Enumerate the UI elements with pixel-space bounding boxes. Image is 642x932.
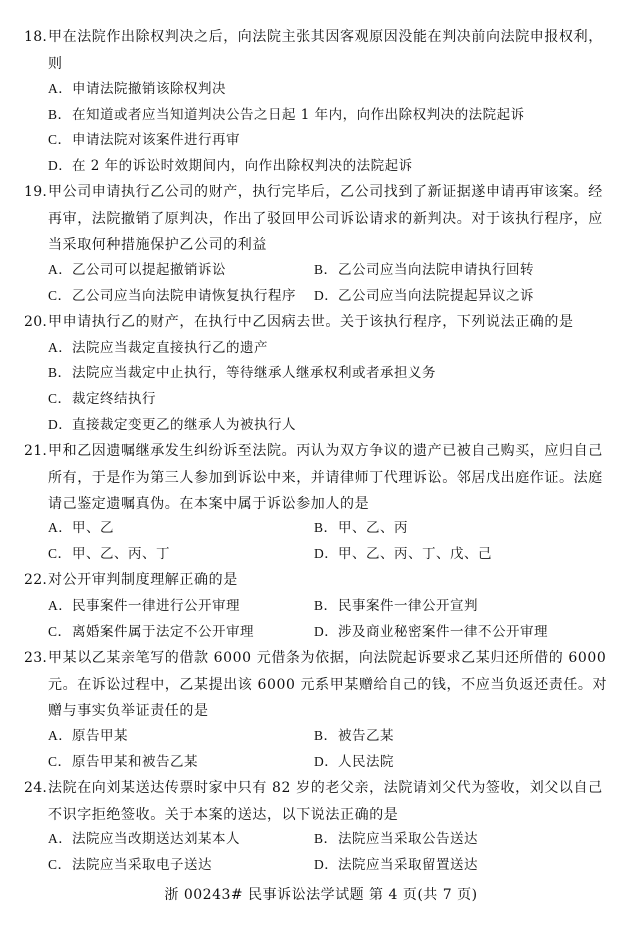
option-c: C．裁定终结执行 [48,391,156,407]
option-c: C．乙公司应当向法院申请恢复执行程序 [48,288,296,304]
option-a: A．乙公司可以提起撤销诉讼 [48,262,226,278]
option-a: A．法院应当裁定直接执行乙的遗产 [48,340,268,356]
option-b: B．在知道或者应当知道判决公告之日起 1 年内，向作出除权判决的法院起诉 [48,107,525,123]
option-b: B．被告乙某 [314,728,394,744]
question-stem: 甲在法院作出除权判决之后，向法院主张其因客观原因没能在判决前向法院申报权利，则 [48,29,603,72]
option-b: B．甲、乙、丙 [314,520,408,536]
option-d: D．乙公司应当向法院提起异议之诉 [314,288,534,304]
option-b: B．民事案件一律公开宣判 [314,598,478,614]
page-footer: 浙 00243# 民事诉讼法学试题 第 4 页(共 7 页) [164,887,478,903]
question-number: 18. [24,29,48,45]
option-d: D．在 2 年的诉讼时效期间内，向作出除权判决的法院起诉 [48,158,413,174]
option-a: A．民事案件一律进行公开审理 [48,598,240,614]
option-c: C．原告甲某和被告乙某 [48,754,198,770]
option-a: A．申请法院撤销该除权判决 [48,81,226,97]
question-number: 24. [24,780,48,796]
option-b: B．乙公司应当向法院申请执行回转 [314,262,534,278]
question-stem: 对公开审判制度理解正确的是 [48,572,238,588]
question-number: 20. [24,314,48,330]
option-b: B．法院应当裁定中止执行，等待继承人继承权利或者承担义务 [48,365,436,381]
question-stem: 甲某以乙某亲笔写的借款 6000 元借条为依据，向法院起诉要求乙某归还所借的 6000 元。在诉讼过程中，乙某提出该 6000 元系甲某赠给自己的钱，不应当负返还责任。对赠与事实负举证责任的是 [48,650,608,719]
question-stem: 甲公司申请执行乙公司的财产，执行完毕后，乙公司找到了新证据遂申请再审该案。经再审，法院撤销了原判决，作出了驳回甲公司诉讼请求的新判决。对于该执行程序，应当采取何种措施保护乙公司的利益 [48,184,603,253]
option-d: D．直接裁定变更乙的继承人为被执行人 [48,417,296,433]
option-c: C．申请法院对该案件进行再审 [48,132,240,148]
question-stem: 甲申请执行乙的财产，在执行中乙因病去世。关于该执行程序，下列说法正确的是 [48,314,574,330]
question-number: 21. [24,443,48,459]
option-c: C．离婚案件属于法定不公开审理 [48,624,254,640]
option-d: D．人民法院 [314,754,394,770]
option-a: A．法院应当改期送达刘某本人 [48,831,240,847]
option-d: D．法院应当采取留置送达 [314,857,478,873]
option-a: A．甲、乙 [48,520,114,536]
question-stem: 甲和乙因遗嘱继承发生纠纷诉至法院。丙认为双方争议的遗产已被自己购买，应归自己所有，于是作为第三人参加到诉讼中来，并请律师丁代理诉讼。邻居戊出庭作证。法庭请己鉴定遗嘱真伪。在本案中属于诉讼参加人的是 [48,443,603,512]
question-stem: 法院在向刘某送达传票时家中只有 82 岁的老父亲，法院请刘父代为签收，刘父以自己不识字拒绝签收。关于本案的送达，以下说法正确的是 [48,780,603,823]
option-c: C．法院应当采取电子送达 [48,857,212,873]
option-a: A．原告甲某 [48,728,128,744]
option-d: D．甲、乙、丙、丁、戊、己 [314,546,492,562]
question-number: 23. [24,650,48,666]
option-b: B．法院应当采取公告送达 [314,831,478,847]
option-d: D．涉及商业秘密案件一律不公开审理 [314,624,548,640]
question-number: 19. [24,184,48,200]
option-c: C．甲、乙、丙、丁 [48,546,170,562]
question-number: 22. [24,572,48,588]
